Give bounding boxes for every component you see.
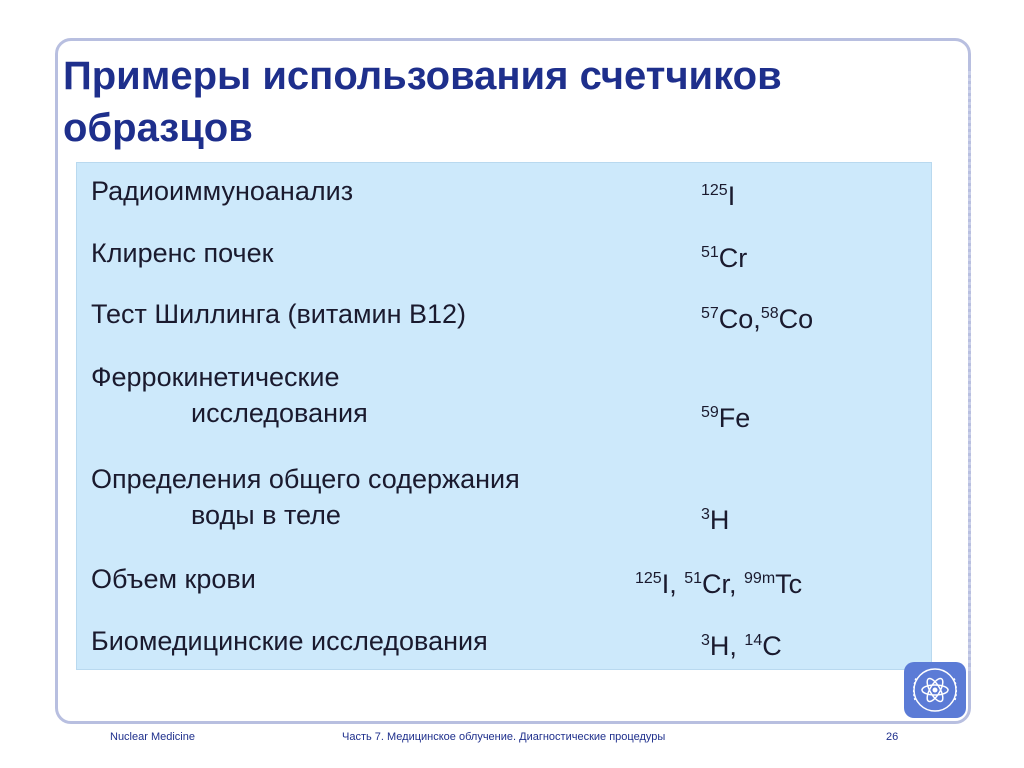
element-symbol: Cr	[718, 243, 748, 273]
element-symbol: Tc	[775, 569, 803, 599]
mass-number: 51	[701, 244, 719, 261]
isotope-cell	[701, 235, 747, 276]
mass-number: 3	[701, 632, 710, 649]
procedure-label	[91, 461, 520, 533]
procedure-label: Биомедицинские исследования	[91, 626, 488, 656]
footer-section-title: Часть 7. Медицинское облучение. Диагностические процедуры	[342, 731, 666, 743]
element-symbol: H	[709, 505, 730, 535]
mass-number: 58	[760, 305, 779, 322]
procedure-label: Объем крови	[91, 564, 256, 594]
element-symbol: Cr,	[702, 569, 745, 599]
procedure-label	[91, 359, 368, 431]
element-symbol: Co,	[718, 304, 761, 334]
isotope-table	[76, 162, 932, 670]
isotope-cell	[701, 395, 750, 436]
mass-number: 59	[701, 404, 719, 421]
procedure-label-line1: Феррокинетические	[91, 362, 340, 392]
mass-number: 51	[684, 570, 703, 587]
element-symbol: H,	[709, 631, 745, 661]
isotope-cell	[635, 561, 802, 602]
procedure-label-line2: исследования	[191, 398, 368, 428]
procedure-label: Клиренс почек	[91, 238, 274, 268]
isotope-cell	[701, 173, 735, 214]
mass-number: 125	[635, 570, 662, 587]
isotope-cell	[701, 497, 729, 538]
isotope-cell	[701, 623, 782, 664]
mass-number: 14	[744, 632, 763, 649]
mass-number: 125	[701, 182, 728, 199]
page-number: 26	[886, 731, 899, 743]
element-symbol: I	[727, 181, 736, 211]
mass-number: 99m	[744, 570, 776, 587]
slide-title: Примеры использования счетчиков образцов	[63, 54, 782, 150]
isotope-cell	[701, 296, 813, 337]
procedure-label-line1: Определения общего содержания	[91, 464, 520, 494]
iaea-atom-olive-wreath-icon	[904, 662, 966, 718]
mass-number: 57	[701, 305, 719, 322]
element-symbol: Co	[778, 304, 814, 334]
procedure-label: Радиоиммуноанализ	[91, 176, 354, 206]
footer-course-name: Nuclear Medicine	[110, 731, 195, 743]
iaea-logo-icon	[904, 662, 966, 718]
procedure-label-line2: воды в теле	[191, 500, 341, 530]
procedure-label: Тест Шиллинга (витамин В12)	[91, 299, 467, 329]
frame-decoration	[964, 71, 971, 671]
element-symbol: Fe	[718, 403, 751, 433]
mass-number: 3	[701, 506, 710, 523]
element-symbol: I,	[661, 569, 685, 599]
element-symbol: C	[762, 631, 782, 661]
